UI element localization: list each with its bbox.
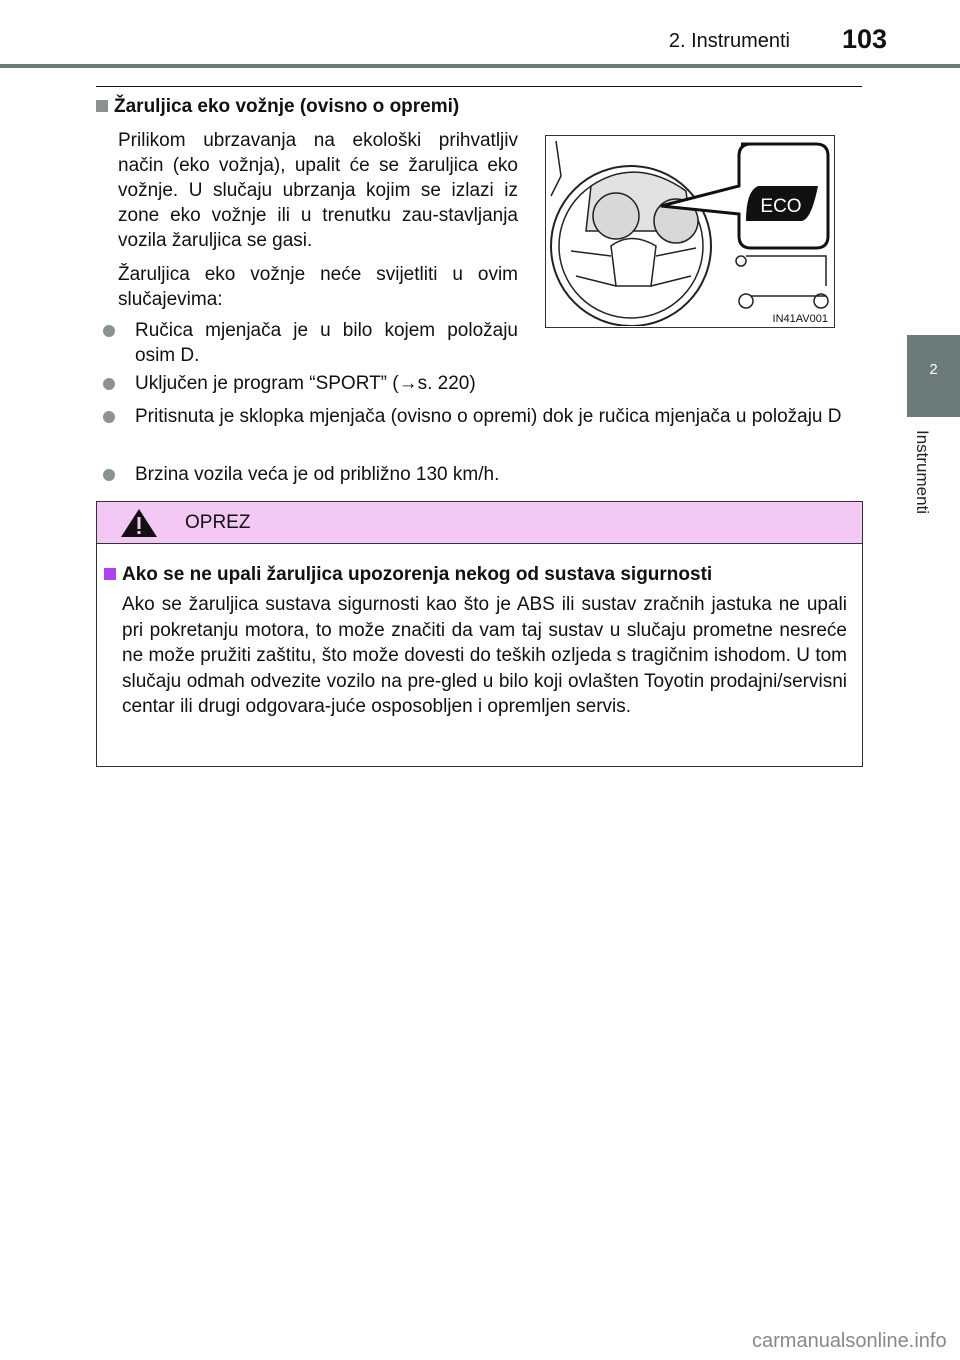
watermark: carmanualsonline.info	[752, 1330, 947, 1352]
bullet-icon	[103, 325, 115, 337]
chapter-title: 2. Instrumenti	[668, 30, 790, 52]
section-heading	[96, 96, 459, 118]
figure-code: IN41AV001	[772, 313, 828, 325]
caution-body: Ako se žaruljica sustava sigurnosti kao što je ABS ili sustav zračnih jastuka ne upali pri pokretanju motora, to može značiti da vam taj sustav u slučaju prometne nesreće ne može pružiti zaštitu, što može dovesti do teških ozljeda s tragičnim ishodom. U tom slučaju odmah odvezite vozilo na pre-gled u bilo koji ovlašten Toyotin prodajni/servisni centar ili drugi odgovara-juće osposobljen i opremljen servis.	[122, 594, 847, 717]
chapter-tab: 2	[907, 335, 960, 417]
caution-box	[96, 501, 863, 767]
section-heading-text: Žaruljica eko vožnje (ovisno o opremi)	[114, 96, 460, 117]
paragraph: Žaruljica eko vožnje neće svijetliti u ovim slučajevima:	[118, 264, 518, 310]
caution-heading	[104, 564, 712, 586]
caution-header	[97, 502, 862, 544]
section-rule	[96, 86, 862, 87]
bullet-item	[103, 404, 862, 429]
bullet-item	[103, 371, 563, 396]
dashboard-illustration	[545, 135, 835, 328]
bullet-text: Ručica mjenjača je u bilo kojem položaju osim D.	[135, 320, 518, 366]
bullet-icon	[103, 411, 115, 423]
square-bullet-icon	[96, 100, 108, 112]
page-number: 103	[842, 24, 888, 54]
paragraph: Prilikom ubrzavanja na ekološki prihvatljiv način (eko vožnja), upalit će se žaruljica eko vožnje. U slučaju ubrzanja kojim se izlazi iz zone eko vožnje ili u trenutku zau-stavljanja vozila žaruljica se gasi.	[118, 130, 518, 251]
bullet-text: Brzina vozila veća je od približno 130 km/h.	[135, 464, 500, 485]
square-bullet-icon	[104, 568, 116, 580]
caution-title: OPREZ	[185, 512, 251, 533]
bullet-icon	[103, 378, 115, 390]
bullet-icon	[103, 469, 115, 481]
caution-heading-text: Ako se ne upali žaruljica upozorenja nekog od sustava sigurnosti	[122, 564, 713, 585]
bullet-text: Pritisnuta je sklopka mjenjača (ovisno o opremi) dok je ručica mjenjača u položaju D	[135, 406, 842, 427]
bullet-item	[103, 318, 518, 368]
warning-triangle-icon	[119, 507, 159, 539]
eco-indicator-label: ECO	[760, 196, 802, 217]
steering-wheel-illustration	[546, 136, 833, 326]
bullet-item	[103, 462, 862, 487]
bullet-text: Uključen je program “SPORT” (→s. 220)	[135, 373, 476, 394]
chapter-tab-label: Instrumenti	[913, 430, 932, 515]
header-rule	[0, 64, 960, 68]
